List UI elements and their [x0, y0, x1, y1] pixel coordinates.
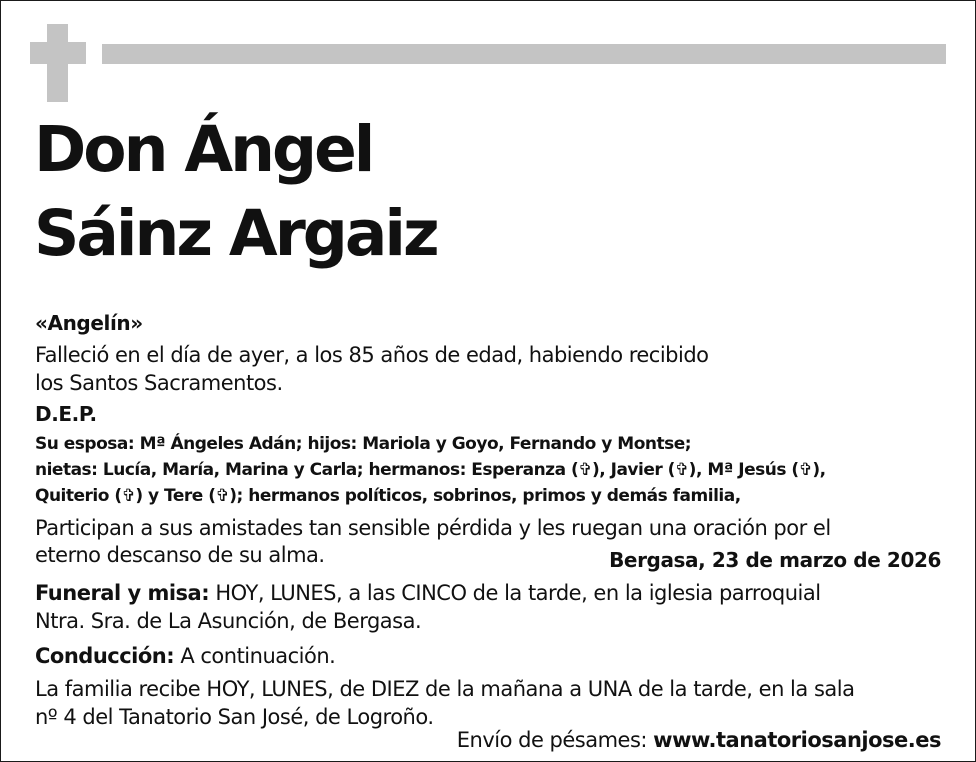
dep-label: D.E.P.: [35, 402, 97, 426]
reception-line1: La familia recibe HOY, LUNES, de DIEZ de la mañana a UNA de la tarde, en la sala: [35, 677, 855, 701]
announcement-line2: eterno descanso de su alma.: [35, 543, 325, 567]
procession-label: Conducción:: [35, 644, 175, 668]
procession-line: [35, 642, 335, 670]
cross-icon-arm: [30, 42, 86, 64]
condolences-line: [457, 726, 941, 754]
family-line2: nietas: Lucía, María, Marina y Carla; hermanos: Esperanza (✞), Javier (✞), Mª Jesús (✞),: [35, 460, 826, 480]
deceased-name-line2: Sáinz Argaiz: [34, 197, 437, 270]
death-notice-line2: los Santos Sacramentos.: [35, 371, 283, 395]
funeral-line1: [35, 579, 821, 607]
deceased-name-line1: Don Ángel: [34, 113, 373, 186]
place-date: Bergasa, 23 de marzo de 2026: [609, 548, 941, 572]
nickname: «Angelín»: [35, 311, 143, 335]
funeral-line2: Ntra. Sra. de La Asunción, de Bergasa.: [35, 609, 422, 633]
family-line3: Quiterio (✞) y Tere (✞); hermanos políticos, sobrinos, primos y demás familia,: [35, 486, 741, 506]
death-notice-line1: Falleció en el día de ayer, a los 85 años de edad, habiendo recibido: [35, 343, 709, 367]
funeral-label: Funeral y misa:: [35, 581, 210, 605]
announcement-line1: Participan a sus amistades tan sensible pérdida y les ruegan una oración por el: [35, 516, 831, 540]
family-line1: Su esposa: Mª Ángeles Adán; hijos: Mariola y Goyo, Fernando y Montse;: [35, 434, 692, 454]
deceased-name: [34, 108, 437, 276]
procession-details: A continuación.: [174, 644, 336, 668]
header-rule: [102, 44, 946, 64]
funeral-details: HOY, LUNES, a las CINCO de la tarde, en la iglesia parroquial: [209, 581, 821, 605]
condolences-website-link[interactable]: www.tanatoriosanjose.es: [653, 728, 941, 752]
condolences-label: Envío de pésames:: [456, 728, 654, 752]
reception-line2: nº 4 del Tanatorio San José, de Logroño.: [35, 705, 434, 729]
